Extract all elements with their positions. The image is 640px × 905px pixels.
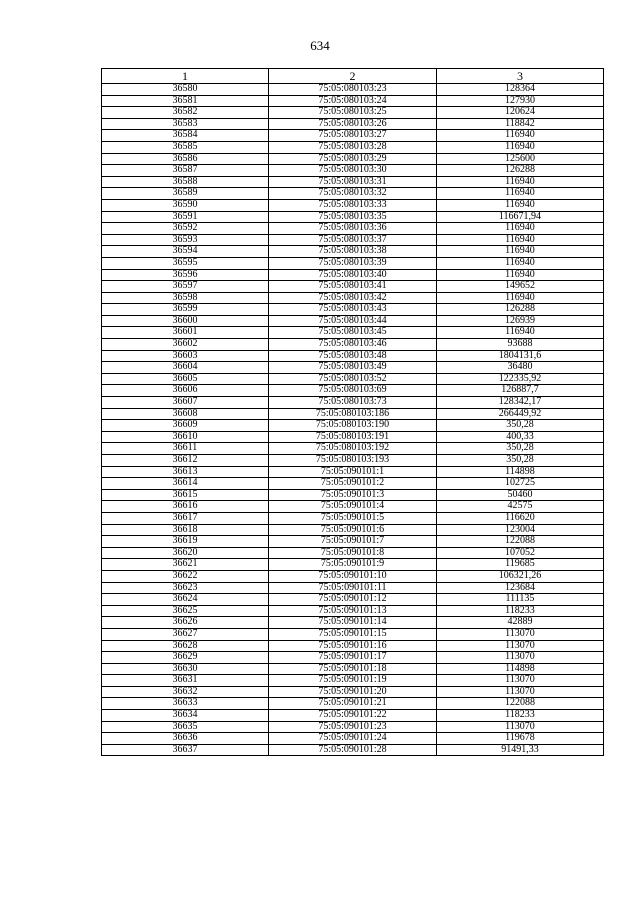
value-cell: 113070 [437, 721, 604, 733]
row-number-cell: 36585 [102, 141, 269, 153]
value-cell: 116940 [437, 292, 604, 304]
row-number-cell: 36617 [102, 512, 269, 524]
cadastral-number-cell: 75:05:080103:48 [269, 350, 437, 362]
row-number-cell: 36630 [102, 663, 269, 675]
cadastral-number-cell: 75:05:090101:5 [269, 512, 437, 524]
table-row [102, 466, 604, 478]
cadastral-number-cell: 75:05:080103:41 [269, 281, 437, 293]
cadastral-number-cell: 75:05:090101:14 [269, 617, 437, 629]
row-number-cell: 36621 [102, 559, 269, 571]
table-row [102, 455, 604, 467]
value-cell: 350,28 [437, 420, 604, 432]
value-cell: 113070 [437, 640, 604, 652]
cadastral-number-cell: 75:05:080103:36 [269, 223, 437, 235]
table-row [102, 211, 604, 223]
cadastral-number-cell: 75:05:080103:43 [269, 304, 437, 316]
row-number-cell: 36624 [102, 594, 269, 606]
cadastral-number-cell: 75:05:090101:28 [269, 744, 437, 756]
value-cell: 127930 [437, 95, 604, 107]
cadastral-number-cell: 75:05:080103:33 [269, 199, 437, 211]
row-number-cell: 36593 [102, 234, 269, 246]
row-number-cell: 36586 [102, 153, 269, 165]
table-row [102, 165, 604, 177]
value-cell: 122088 [437, 536, 604, 548]
table-row [102, 663, 604, 675]
cadastral-number-cell: 75:05:090101:9 [269, 559, 437, 571]
value-cell: 126939 [437, 315, 604, 327]
table-row [102, 95, 604, 107]
cadastral-number-cell: 75:05:090101:10 [269, 570, 437, 582]
row-number-cell: 36612 [102, 455, 269, 467]
table-row [102, 733, 604, 745]
row-number-cell: 36622 [102, 570, 269, 582]
table-row [102, 327, 604, 339]
table-row [102, 304, 604, 316]
value-cell: 125600 [437, 153, 604, 165]
table-row [102, 512, 604, 524]
value-cell: 400,33 [437, 431, 604, 443]
cadastral-number-cell: 75:05:080103:24 [269, 95, 437, 107]
table-row [102, 223, 604, 235]
table-row [102, 524, 604, 536]
table-row [102, 315, 604, 327]
cadastral-number-cell: 75:05:080103:26 [269, 118, 437, 130]
table-row [102, 339, 604, 351]
cadastral-number-cell: 75:05:090101:8 [269, 547, 437, 559]
table-row [102, 582, 604, 594]
table-row [102, 257, 604, 269]
cadastral-number-cell: 75:05:080103:190 [269, 420, 437, 432]
row-number-cell: 36594 [102, 246, 269, 258]
table-row [102, 141, 604, 153]
row-number-cell: 36620 [102, 547, 269, 559]
cadastral-number-cell: 75:05:080103:192 [269, 443, 437, 455]
cadastral-number-cell: 75:05:090101:20 [269, 686, 437, 698]
row-number-cell: 36595 [102, 257, 269, 269]
row-number-cell: 36590 [102, 199, 269, 211]
row-number-cell: 36598 [102, 292, 269, 304]
cadastral-number-cell: 75:05:090101:24 [269, 733, 437, 745]
table-row [102, 130, 604, 142]
cadastral-number-cell: 75:05:090101:2 [269, 478, 437, 490]
table-row [102, 362, 604, 374]
row-number-cell: 36619 [102, 536, 269, 548]
cadastral-number-cell: 75:05:090101:18 [269, 663, 437, 675]
row-number-cell: 36591 [102, 211, 269, 223]
cadastral-number-cell: 75:05:080103:27 [269, 130, 437, 142]
row-number-cell: 36589 [102, 188, 269, 200]
value-cell: 126887,7 [437, 385, 604, 397]
cadastral-number-cell: 75:05:080103:31 [269, 176, 437, 188]
column-header-2: 2 [269, 69, 437, 84]
table-row [102, 118, 604, 130]
value-cell: 107052 [437, 547, 604, 559]
row-number-cell: 36635 [102, 721, 269, 733]
row-number-cell: 36587 [102, 165, 269, 177]
value-cell: 116940 [437, 199, 604, 211]
value-cell: 36480 [437, 362, 604, 374]
table-row [102, 199, 604, 211]
row-number-cell: 36632 [102, 686, 269, 698]
value-cell: 116940 [437, 141, 604, 153]
value-cell: 42889 [437, 617, 604, 629]
cadastral-number-cell: 75:05:080103:46 [269, 339, 437, 351]
cadastral-number-cell: 75:05:080103:193 [269, 455, 437, 467]
cadastral-number-cell: 75:05:080103:49 [269, 362, 437, 374]
table-row [102, 292, 604, 304]
cadastral-number-cell: 75:05:080103:29 [269, 153, 437, 165]
value-cell: 42575 [437, 501, 604, 513]
value-cell: 116671,94 [437, 211, 604, 223]
table-row [102, 269, 604, 281]
row-number-cell: 36616 [102, 501, 269, 513]
value-cell: 116940 [437, 176, 604, 188]
cadastral-number-cell: 75:05:090101:4 [269, 501, 437, 513]
row-number-cell: 36626 [102, 617, 269, 629]
cadastral-number-cell: 75:05:080103:45 [269, 327, 437, 339]
row-number-cell: 36633 [102, 698, 269, 710]
table-row [102, 176, 604, 188]
value-cell: 116940 [437, 327, 604, 339]
row-number-cell: 36581 [102, 95, 269, 107]
value-cell: 91491,33 [437, 744, 604, 756]
value-cell: 116940 [437, 257, 604, 269]
column-header-1: 1 [102, 69, 269, 84]
page-number: 634 [310, 38, 330, 53]
cadastral-number-cell: 75:05:090101:22 [269, 710, 437, 722]
value-cell: 149652 [437, 281, 604, 293]
row-number-cell: 36609 [102, 420, 269, 432]
row-number-cell: 36634 [102, 710, 269, 722]
row-number-cell: 36601 [102, 327, 269, 339]
row-number-cell: 36604 [102, 362, 269, 374]
cadastral-number-cell: 75:05:080103:37 [269, 234, 437, 246]
cadastral-number-cell: 75:05:080103:73 [269, 397, 437, 409]
table-row [102, 501, 604, 513]
value-cell: 119678 [437, 733, 604, 745]
row-number-cell: 36628 [102, 640, 269, 652]
value-cell: 122335,92 [437, 373, 604, 385]
row-number-cell: 36625 [102, 605, 269, 617]
cadastral-number-cell: 75:05:080103:32 [269, 188, 437, 200]
value-cell: 116620 [437, 512, 604, 524]
table-row [102, 744, 604, 756]
row-number-cell: 36631 [102, 675, 269, 687]
row-number-cell: 36605 [102, 373, 269, 385]
row-number-cell: 36588 [102, 176, 269, 188]
table-row [102, 397, 604, 409]
row-number-cell: 36615 [102, 489, 269, 501]
table-row [102, 281, 604, 293]
cadastral-number-cell: 75:05:090101:21 [269, 698, 437, 710]
value-cell: 118233 [437, 605, 604, 617]
value-cell: 118233 [437, 710, 604, 722]
value-cell: 111135 [437, 594, 604, 606]
table-row [102, 246, 604, 258]
table-row [102, 420, 604, 432]
cadastral-number-cell: 75:05:090101:6 [269, 524, 437, 536]
value-cell: 126288 [437, 165, 604, 177]
row-number-cell: 36592 [102, 223, 269, 235]
value-cell: 116940 [437, 188, 604, 200]
value-cell: 102725 [437, 478, 604, 490]
row-number-cell: 36584 [102, 130, 269, 142]
row-number-cell: 36636 [102, 733, 269, 745]
cadastral-number-cell: 75:05:080103:191 [269, 431, 437, 443]
table-row [102, 570, 604, 582]
row-number-cell: 36611 [102, 443, 269, 455]
table-row [102, 431, 604, 443]
table-row [102, 594, 604, 606]
cadastral-number-cell: 75:05:080103:28 [269, 141, 437, 153]
cadastral-number-cell: 75:05:080103:40 [269, 269, 437, 281]
row-number-cell: 36613 [102, 466, 269, 478]
table-row [102, 153, 604, 165]
table-row [102, 675, 604, 687]
cadastral-number-cell: 75:05:090101:17 [269, 652, 437, 664]
cadastral-number-cell: 75:05:090101:1 [269, 466, 437, 478]
row-number-cell: 36596 [102, 269, 269, 281]
table-row [102, 605, 604, 617]
cadastral-number-cell: 75:05:080103:35 [269, 211, 437, 223]
value-cell: 116940 [437, 269, 604, 281]
table-row [102, 234, 604, 246]
row-number-cell: 36608 [102, 408, 269, 420]
value-cell: 106321,26 [437, 570, 604, 582]
table-row [102, 443, 604, 455]
table-row [102, 617, 604, 629]
value-cell: 266449,92 [437, 408, 604, 420]
table-row [102, 536, 604, 548]
row-number-cell: 36623 [102, 582, 269, 594]
cadastral-number-cell: 75:05:090101:3 [269, 489, 437, 501]
table-row [102, 628, 604, 640]
row-number-cell: 36618 [102, 524, 269, 536]
value-cell: 116940 [437, 246, 604, 258]
row-number-cell: 36606 [102, 385, 269, 397]
value-cell: 119685 [437, 559, 604, 571]
cadastral-number-cell: 75:05:080103:39 [269, 257, 437, 269]
cadastral-number-cell: 75:05:080103:25 [269, 107, 437, 119]
value-cell: 50460 [437, 489, 604, 501]
value-cell: 113070 [437, 628, 604, 640]
table-row [102, 385, 604, 397]
table-row [102, 107, 604, 119]
value-cell: 122088 [437, 698, 604, 710]
table-row [102, 721, 604, 733]
value-cell: 118842 [437, 118, 604, 130]
value-cell: 128364 [437, 84, 604, 96]
cadastral-number-cell: 75:05:090101:16 [269, 640, 437, 652]
row-number-cell: 36580 [102, 84, 269, 96]
table-row [102, 710, 604, 722]
cadastral-number-cell: 75:05:090101:12 [269, 594, 437, 606]
cadastral-number-cell: 75:05:090101:19 [269, 675, 437, 687]
column-header-3: 3 [437, 69, 604, 84]
value-cell: 114898 [437, 466, 604, 478]
row-number-cell: 36610 [102, 431, 269, 443]
value-cell: 93688 [437, 339, 604, 351]
cadastral-number-cell: 75:05:080103:44 [269, 315, 437, 327]
table-row [102, 640, 604, 652]
value-cell: 350,28 [437, 443, 604, 455]
table-row [102, 84, 604, 96]
value-cell: 116940 [437, 223, 604, 235]
value-cell: 128342,17 [437, 397, 604, 409]
table-row [102, 408, 604, 420]
table-row [102, 373, 604, 385]
value-cell: 114898 [437, 663, 604, 675]
value-cell: 123684 [437, 582, 604, 594]
row-number-cell: 36637 [102, 744, 269, 756]
value-cell: 350,28 [437, 455, 604, 467]
cadastral-number-cell: 75:05:090101:7 [269, 536, 437, 548]
cadastral-number-cell: 75:05:080103:38 [269, 246, 437, 258]
value-cell: 113070 [437, 686, 604, 698]
row-number-cell: 36583 [102, 118, 269, 130]
table-row [102, 489, 604, 501]
row-number-cell: 36603 [102, 350, 269, 362]
value-cell: 116940 [437, 130, 604, 142]
value-cell: 126288 [437, 304, 604, 316]
value-cell: 120624 [437, 107, 604, 119]
cadastral-number-cell: 75:05:080103:23 [269, 84, 437, 96]
cadastral-number-cell: 75:05:090101:13 [269, 605, 437, 617]
table-row [102, 652, 604, 664]
row-number-cell: 36599 [102, 304, 269, 316]
table-header-row [102, 69, 604, 84]
cadastral-number-cell: 75:05:080103:69 [269, 385, 437, 397]
value-cell: 116940 [437, 234, 604, 246]
table-row [102, 188, 604, 200]
row-number-cell: 36607 [102, 397, 269, 409]
cadastral-number-cell: 75:05:080103:52 [269, 373, 437, 385]
row-number-cell: 36597 [102, 281, 269, 293]
value-cell: 1804131,6 [437, 350, 604, 362]
row-number-cell: 36614 [102, 478, 269, 490]
table-row [102, 547, 604, 559]
cadastral-number-cell: 75:05:090101:23 [269, 721, 437, 733]
row-number-cell: 36582 [102, 107, 269, 119]
row-number-cell: 36602 [102, 339, 269, 351]
row-number-cell: 36600 [102, 315, 269, 327]
table-row [102, 478, 604, 490]
cadastral-number-cell: 75:05:080103:186 [269, 408, 437, 420]
cadastral-number-cell: 75:05:080103:42 [269, 292, 437, 304]
value-cell: 123004 [437, 524, 604, 536]
table-row [102, 698, 604, 710]
value-cell: 113070 [437, 652, 604, 664]
data-table [101, 68, 604, 756]
row-number-cell: 36629 [102, 652, 269, 664]
table-body [102, 84, 604, 756]
row-number-cell: 36627 [102, 628, 269, 640]
cadastral-number-cell: 75:05:090101:15 [269, 628, 437, 640]
cadastral-number-cell: 75:05:090101:11 [269, 582, 437, 594]
value-cell: 113070 [437, 675, 604, 687]
cadastral-number-cell: 75:05:080103:30 [269, 165, 437, 177]
table-row [102, 350, 604, 362]
table-row [102, 559, 604, 571]
table-row [102, 686, 604, 698]
